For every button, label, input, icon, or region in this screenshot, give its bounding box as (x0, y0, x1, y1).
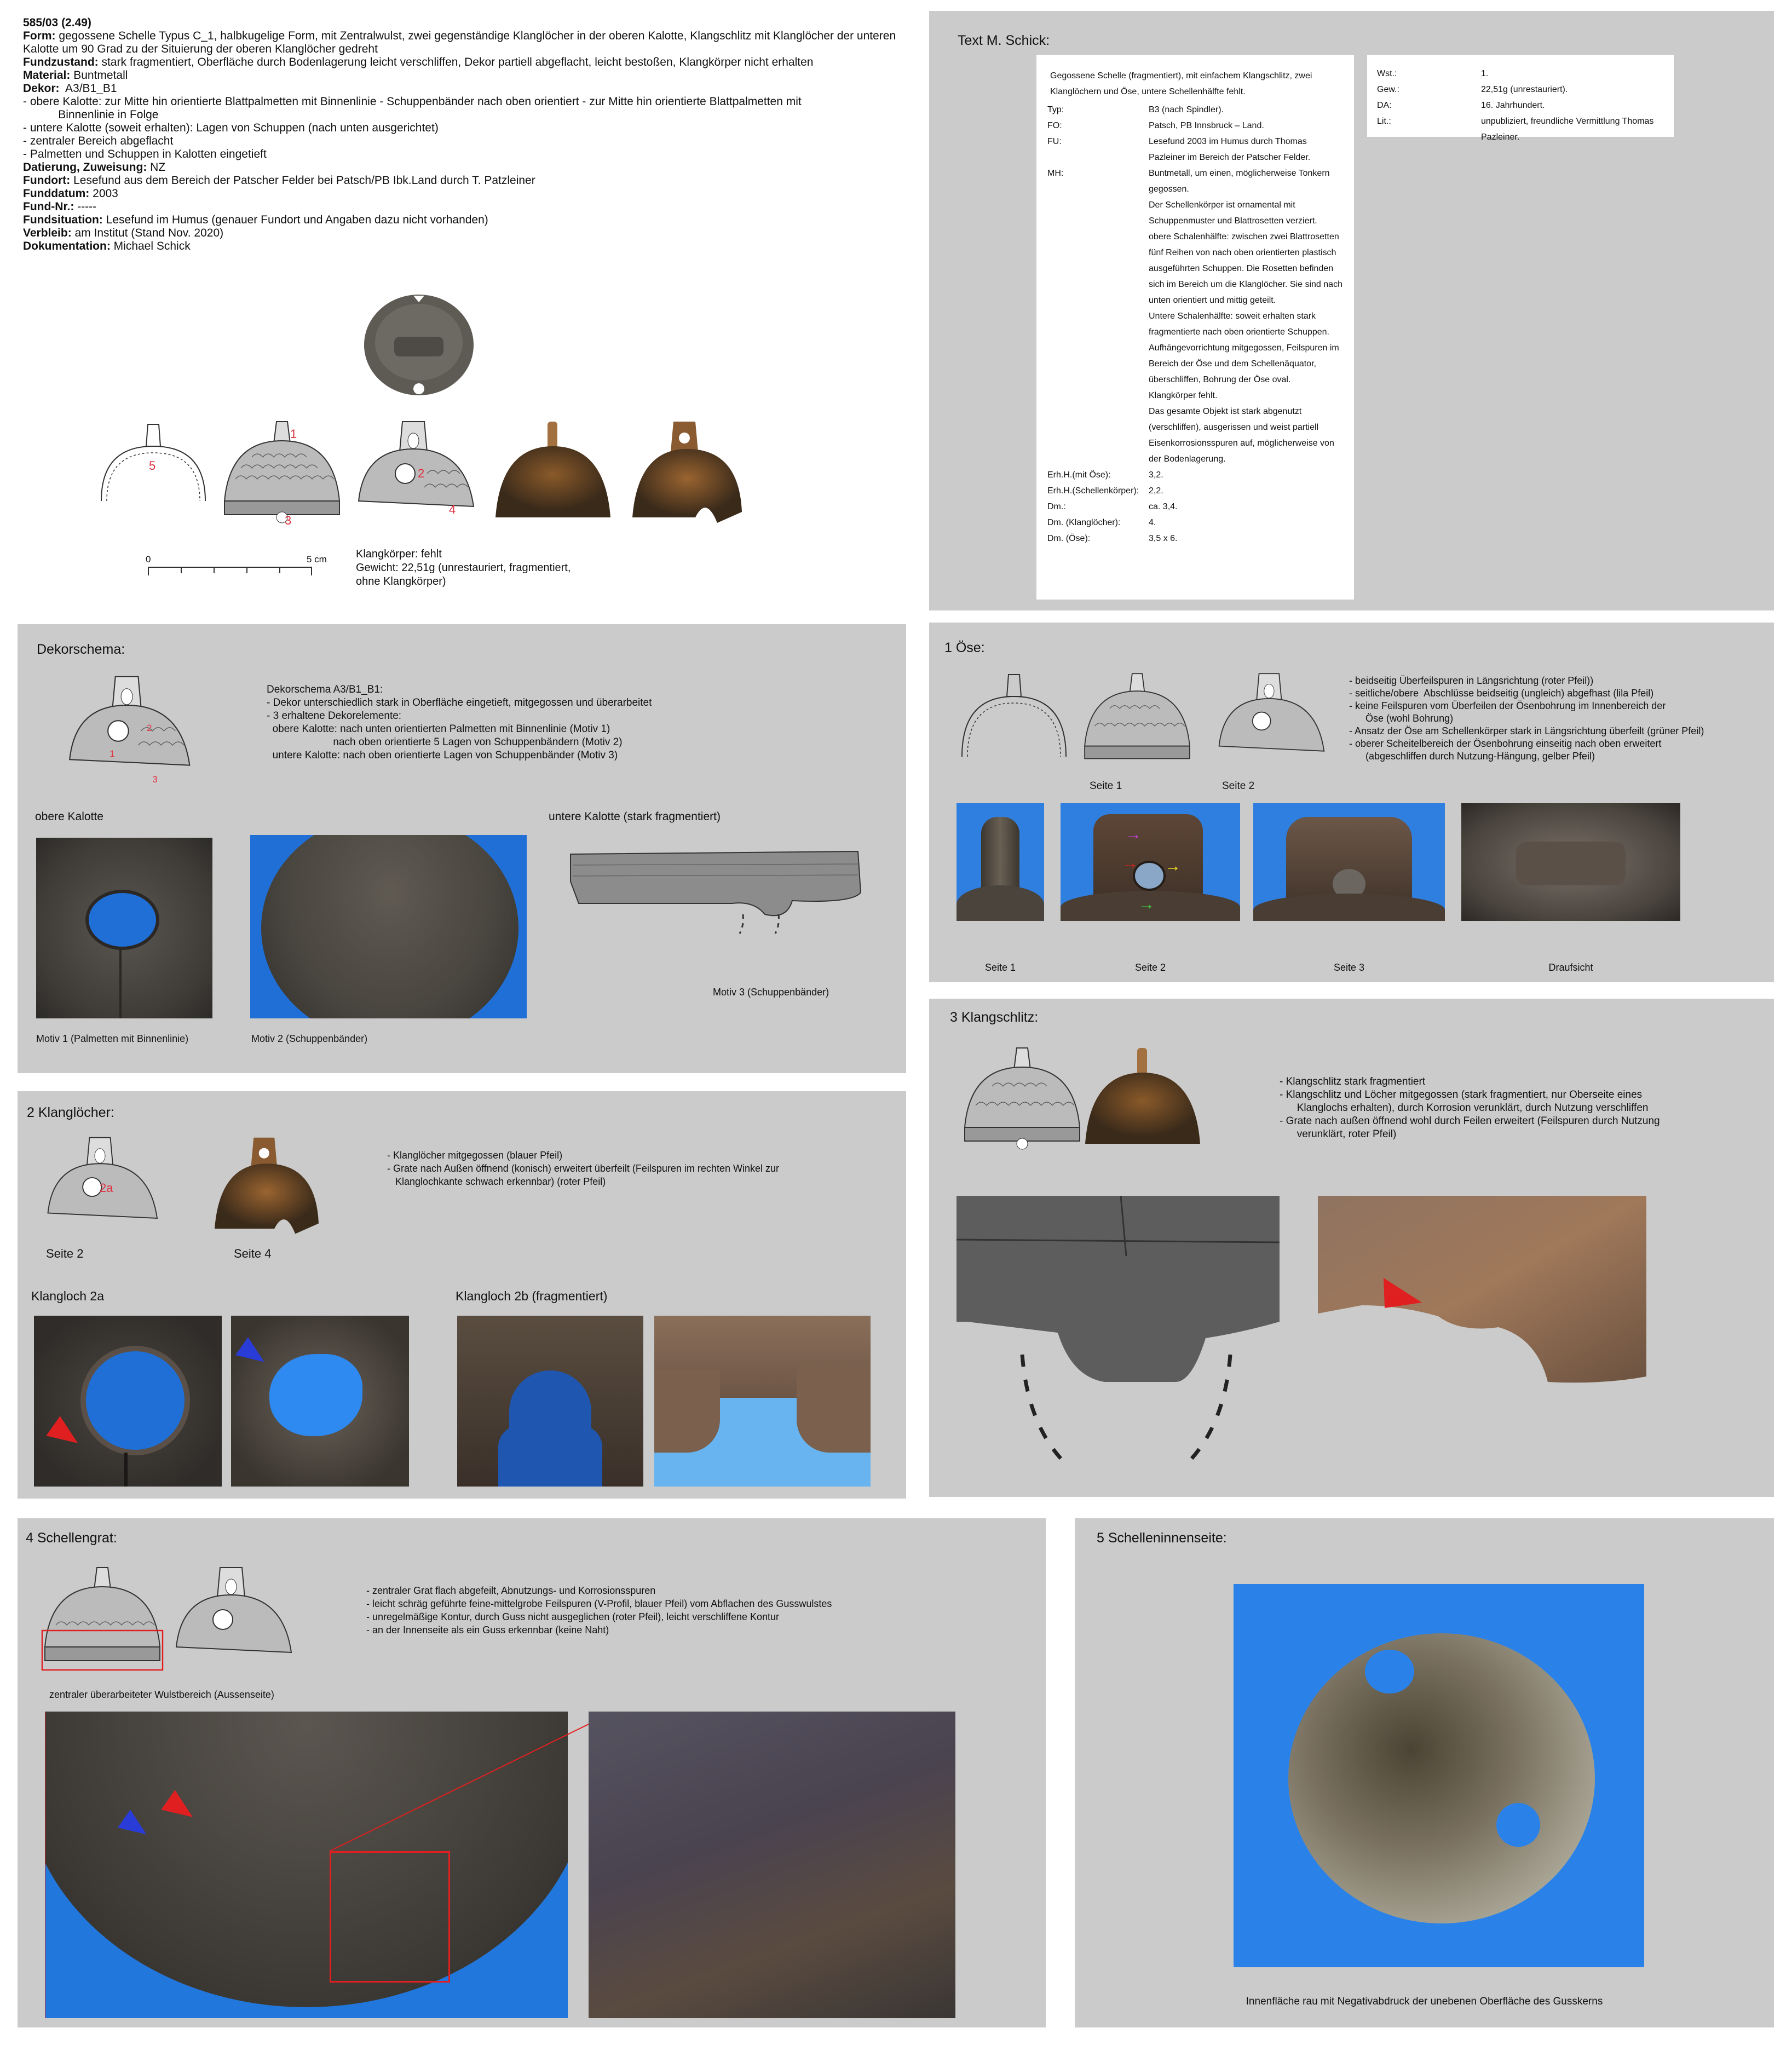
obere-kalotte-label: obere Kalotte (35, 810, 103, 823)
kv-value: Patsch, PB Innsbruck – Land. (1149, 121, 1264, 130)
oese-cap-3: Seite 3 (1333, 962, 1365, 973)
kv-row (1047, 467, 1343, 483)
kl-2a-title: Klangloch 2a (31, 1289, 104, 1303)
scale-five: 5 cm (307, 554, 327, 564)
kl-seite4-label: Seite 4 (234, 1247, 272, 1260)
kv-row (1047, 483, 1343, 499)
klangschlitz-panel (929, 999, 1774, 1497)
kv-value: Lesefund 2003 im Humus durch Thomas Pazleiner im Bereich der Patscher Felder. (1149, 137, 1311, 162)
arrow-lila: → (1125, 825, 1142, 843)
header-row (23, 240, 899, 253)
oese-photo-draufsicht (1461, 803, 1680, 921)
drawing-num-4: 4 (449, 503, 456, 516)
red-arrow-icon (46, 1416, 84, 1453)
header-row (23, 161, 899, 174)
kl-2a-photo-1 (34, 1316, 222, 1487)
kv-row (1377, 66, 1664, 82)
kl-2b-photo-1 (457, 1316, 643, 1487)
klangloecher-title: 2 Klanglöcher: (27, 1105, 114, 1120)
dekor-panel (18, 624, 906, 1073)
header-row (23, 227, 899, 240)
kv-key: FO: (1047, 121, 1062, 130)
kv-key: Lit.: (1377, 117, 1391, 126)
drawing-num-2: 2 (418, 466, 425, 480)
kv-value: 3,2. (1149, 470, 1163, 480)
dekor-drawing (67, 673, 198, 788)
svg-text:1: 1 (110, 748, 115, 759)
header-row-value: Buntmetall (70, 69, 128, 82)
header-row-key: Form: (23, 30, 56, 42)
header-row-value: ----- (74, 200, 97, 213)
header-row-value: - zentraler Bereich abgeflacht (23, 135, 174, 147)
header-row-key: Dekor: (23, 82, 60, 95)
klangloecher-text: - Klanglöcher mitgegossen (blauer Pfeil) - Grate nach Außen öffnend (konisch) erweitert überfeilt (Feilspuren im rechten Winkel zur Klanglochkante schwach erkennbar) (roter Pfeil) (387, 1150, 779, 1187)
kv-value: 22,51g (unrestauriert). (1481, 85, 1568, 94)
kv-key: Typ: (1047, 105, 1064, 114)
kv-value: 16. Jahrhundert. (1481, 101, 1545, 110)
header-row-key: Datierung, Zuweisung: (23, 161, 147, 174)
header-row (23, 200, 899, 214)
dekor-title: Dekorschema: (37, 642, 125, 657)
header-row-value: - Palmetten und Schuppen in Kalotten eingetieft (23, 148, 267, 160)
svg-text:3: 3 (152, 774, 158, 785)
kv-row (1377, 82, 1664, 97)
klangkoerper-note: Klangkörper: fehlt Gewicht: 22,51g (unrestauriert, fragmentiert, ohne Klangkörper) (356, 548, 571, 587)
kv-key: Dm.: (1047, 502, 1066, 511)
innen-title: 5 Schelleninnenseite: (1097, 1530, 1227, 1546)
text-schick-title: Text M. Schick: (958, 33, 1050, 48)
header-row-value: Michael Schick (110, 240, 191, 252)
header-row (23, 187, 899, 200)
header-row-value: stark fragmentiert, Oberfläche durch Bodenlagerung leicht verschliffen, Dekor partiell abgeflacht, leicht bestoßen, Klangkörper nicht erhalten (98, 56, 814, 68)
motiv2-caption: Motiv 2 (Schuppenbänder) (251, 1033, 368, 1044)
header-row-key: Funddatum: (23, 187, 90, 200)
oese-section-drawing (956, 669, 1071, 768)
oese-seite1-label: Seite 1 (1090, 780, 1122, 792)
kv-row (1047, 165, 1343, 467)
klangschlitz-text: - Klangschlitz stark fragmentiert - Klangschlitz und Löcher mitgegossen (stark fragmentiert, nur Oberseite eines Klanglochs erhalten), durch Korrosion verunklärt, durch Nutzung verschliffen - Grate nach außen öffnend wohl durch Feilen erweitert (Feilspuren durch Nutzung verunklärt, roter Pfeil) (1280, 1076, 1660, 1140)
oese-photo-seite3 (1253, 803, 1445, 921)
sg-side-drawing (174, 1565, 299, 1674)
untere-kalotte-label: untere Kalotte (stark fragmentiert) (549, 810, 721, 823)
arrow-red: → (1122, 854, 1138, 872)
kv-value: 2,2. (1149, 486, 1163, 496)
kl-2b-photo-2 (654, 1316, 871, 1487)
drawing-num-1: 1 (290, 427, 297, 441)
sg-main-photo (45, 1712, 568, 2018)
kv-key: FU: (1047, 137, 1062, 146)
arrow-green: → (1138, 895, 1155, 913)
motiv1-photo (36, 838, 212, 1018)
sg-zoom-box (330, 1851, 450, 1983)
kl-2a-photo-2 (231, 1316, 409, 1487)
kv-key: Erh.H.(mit Öse): (1047, 470, 1111, 480)
header-row-value: gegossene Schelle Typus C_1, halbkugelige Form, mit Zentralwulst, zwei gegenständige Klanglöcher in der oberen Kalotte, Klangschlitz mit Klanglöcher der unteren Kalotte um 90 Grad zu der Situierung der oberen Klanglöcher gedreht (23, 30, 899, 55)
header-row-value: am Institut (Stand Nov. 2020) (71, 227, 224, 239)
dekor-text: Dekorschema A3/B1_B1: - Dekor unterschiedlich stark in Oberfläche eingetieft, mitgegossen und überarbeitet - 3 erhaltene Dekorelemente: obere Kalotte: nach unten orientierten Palmetten mit Binnenlinie (Motiv 1) nach oben orientierte 5 Lagen von Schuppenbändern (Motiv 2) untere Kalotte: nach oben orientierte Lagen von Schuppenbänder (Motiv 3) (267, 684, 652, 761)
kv-row (1047, 531, 1343, 546)
kl-2b-title: Klangloch 2b (fragmentiert) (456, 1289, 608, 1303)
header-row (23, 56, 899, 69)
oese-cap-4: Draufsicht (1548, 962, 1593, 973)
kv-value: ca. 3,4. (1149, 502, 1178, 511)
schick-right-rows (1377, 66, 1664, 145)
oese-cap-2: Seite 2 (1134, 962, 1166, 973)
ks-bronze-photo (1082, 1045, 1203, 1155)
kv-key: Dm. (Klanglöcher): (1047, 518, 1121, 527)
header-row-key: Material: (23, 69, 71, 82)
header-row-key: Fundort: (23, 174, 71, 187)
schellengrat-panel (18, 1518, 1046, 2027)
kv-value: Buntmetall, um einen, möglicherweise Tonkern gegossen. Der Schellenkörper ist ornamental mit Schuppenmuster und Blattrosetten verziert. obere Schalenhälfte: zwischen zwei Blattrosetten fünf Reihen von nach oben orientierten plastisch ausgeführten Schuppen. Die Rosetten befinden sich im Bereich um die Klanglöcher. Sie sind nach unten orientiert und mittig geteilt. Untere Schalenhälfte: soweit erhalten stark fragmentierte nach oben orientierte Schuppen. Aufhängevorrichtung mitgegossen, Feilspuren im Bereich der Öse und dem Schellenäquator, überschliffen, Bohrung der Öse oval. Klangkörper fehlt. Das gesamte Objekt ist stark abgenutzt (verschliffen), ausgerissen und weist partiell Eisenkorrosionsspuren auf, möglicherweise von der Bodenlagerung. (1149, 169, 1342, 464)
header-row-value: 2003 (89, 187, 118, 200)
header-row (23, 214, 899, 227)
scale-zero: 0 (146, 554, 151, 564)
ks-dashed-outline (1011, 1349, 1241, 1481)
oese-side-drawing (1217, 669, 1332, 773)
svg-text:2: 2 (147, 723, 152, 733)
klangloecher-panel (18, 1091, 906, 1499)
oese-text: - beidseitig Überfeilspuren in Längsrichtung (roter Pfeil)) - seitliche/obere Abschlüsse beidseitig (ungleich) abgefhast (lila Pfeil) - keine Feilspuren vom Überfeilen der Ösenbohrung im Innenbereich der Öse (wohl Bohrung) - Ansatz der Öse am Schellenkörper stark in Längsrichtung überfeilt (grüner Pfeil) - oberer Scheitelbereich der Ösenbohrung einseitig nach oben erweitert (abgeschliffen durch Nutzung-Hängung, gelber Pfeil) (1349, 675, 1704, 762)
kv-value: B3 (nach Spindler). (1149, 105, 1224, 114)
header-row-key: Dokumentation: (23, 240, 111, 252)
kv-key: MH: (1047, 169, 1064, 178)
top-view-photo (356, 290, 482, 400)
oese-photo-seite1 (956, 803, 1044, 921)
object-header (23, 16, 899, 253)
header-row (23, 148, 899, 161)
blue-arrow-icon (235, 1337, 270, 1370)
header-row-value: NZ (147, 161, 166, 174)
schellengrat-title: 4 Schellengrat: (26, 1530, 117, 1546)
schick-rows (1047, 102, 1343, 546)
header-row-key: Fund-Nr.: (23, 200, 74, 213)
front-drawing (219, 419, 345, 528)
header-rows (23, 30, 899, 253)
kl-seite2-label: Seite 2 (46, 1247, 84, 1260)
header-row (23, 122, 899, 135)
ks-front-drawing (959, 1045, 1085, 1155)
klangschlitz-title: 3 Klangschlitz: (950, 1010, 1039, 1025)
kv-value: 3,5 x 6. (1149, 534, 1178, 543)
header-row (23, 135, 899, 148)
kv-value: 1. (1481, 69, 1489, 78)
motiv1-caption: Motiv 1 (Palmetten mit Binnenlinie) (36, 1033, 189, 1044)
drawing-num-3: 3 (285, 514, 292, 527)
header-row-value: Lesefund im Humus (genauer Fundort und Angaben dazu nicht vorhanden) (102, 214, 488, 226)
motiv3-caption: Motiv 3 (Schuppenbänder) (713, 987, 829, 998)
innen-photo (1234, 1584, 1644, 1967)
kv-row (1047, 102, 1343, 118)
bronze-photo-1 (493, 419, 613, 528)
oese-front-drawing (1080, 669, 1195, 773)
kv-row (1047, 515, 1343, 531)
header-row-key: Fundzustand: (23, 56, 99, 68)
kv-row (1377, 113, 1664, 145)
header-row (23, 69, 899, 82)
motiv2-photo (250, 835, 527, 1018)
header-row-key: Verbleib: (23, 227, 72, 239)
oese-panel (929, 623, 1774, 982)
schick-card (1036, 55, 1354, 600)
arrow-yellow: → (1165, 857, 1181, 875)
header-row (23, 30, 899, 56)
sg-front-drawing (39, 1565, 165, 1674)
kl-2a-label: 2a (100, 1181, 113, 1195)
header-row (23, 95, 899, 122)
oese-seite2-label: Seite 2 (1222, 780, 1255, 792)
schick-card-right (1367, 55, 1674, 142)
header-row (23, 174, 899, 187)
kl-bronze-photo (206, 1135, 327, 1239)
motiv3-drawing (568, 849, 863, 947)
schellengrat-caption: zentraler überarbeiteter Wulstbereich (Aussenseite) (49, 1689, 274, 1700)
innen-caption: Innenfläche rau mit Negativabdruck der unebenen Oberfläche des Gusskerns (1246, 1996, 1603, 2007)
ks-color-photo (1318, 1196, 1646, 1385)
header-row-value: Lesefund aus dem Bereich der Patscher Felder bei Patsch/PB Ibk.Land durch T. Patzleiner (70, 174, 535, 187)
bronze-photo-2 (630, 419, 745, 528)
oese-cap-1: Seite 1 (984, 962, 1016, 973)
schellengrat-text: - zentraler Grat flach abgefeilt, Abnutzungs- und Korrosionsspuren - leicht schräg geführte feine-mittelgrobe Feilspuren (V-Profil, blauer Pfeil) vom Abflachen des Gusswulstes - unregelmäßige Kontur, durch Guss nicht ausgeglichen (roter Pfeil), leicht verschliffene Kontur - an der Innenseite als ein Guss erkennbar (keine Naht) (366, 1585, 832, 1635)
kv-row (1047, 134, 1343, 165)
header-row-value: - untere Kalotte (soweit erhalten): Lagen von Schuppen (nach unten ausgerichtet) (23, 122, 439, 134)
kv-key: DA: (1377, 101, 1392, 110)
header-row-key: Fundsituation: (23, 214, 103, 226)
header-row (23, 82, 899, 95)
header-row-value: - obere Kalotte: zur Mitte hin orientierte Blattpalmetten mit Binnenlinie - Schuppenbänder nach oben orientiert - zur Mitte hin orientierte Blattpalmetten mit Binnenlinie in Folge (23, 95, 802, 121)
kv-row (1047, 118, 1343, 134)
kv-value: unpubliziert, freundliche Vermittlung Thomas Pazleiner. (1481, 117, 1656, 142)
object-id: 585/03 (2.49) (23, 16, 91, 29)
oese-title: 1 Öse: (944, 640, 985, 655)
kv-key: Dm. (Öse): (1047, 534, 1091, 543)
kv-key: Wst.: (1377, 69, 1397, 78)
kv-key: Gew.: (1377, 85, 1399, 94)
kv-row (1377, 97, 1664, 113)
drawing-num-5: 5 (149, 459, 156, 473)
sg-zoom-photo (589, 1712, 955, 2018)
kv-row (1047, 499, 1343, 515)
text-schick-panel (929, 11, 1774, 610)
scale-bar (148, 567, 312, 578)
kv-value: 4. (1149, 518, 1156, 527)
innen-panel (1075, 1518, 1774, 2027)
kv-key: Erh.H.(Schellenkörper): (1047, 486, 1139, 496)
oese-photo-seite2 (1061, 803, 1240, 921)
header-row-value: A3/B1_B1 (59, 82, 117, 95)
schick-intro: Gegossene Schelle (fragmentiert), mit einfachem Klangschlitz, zwei Klanglöchern und Öse, untere Schellenhälfte fehlt. (1050, 71, 1312, 96)
